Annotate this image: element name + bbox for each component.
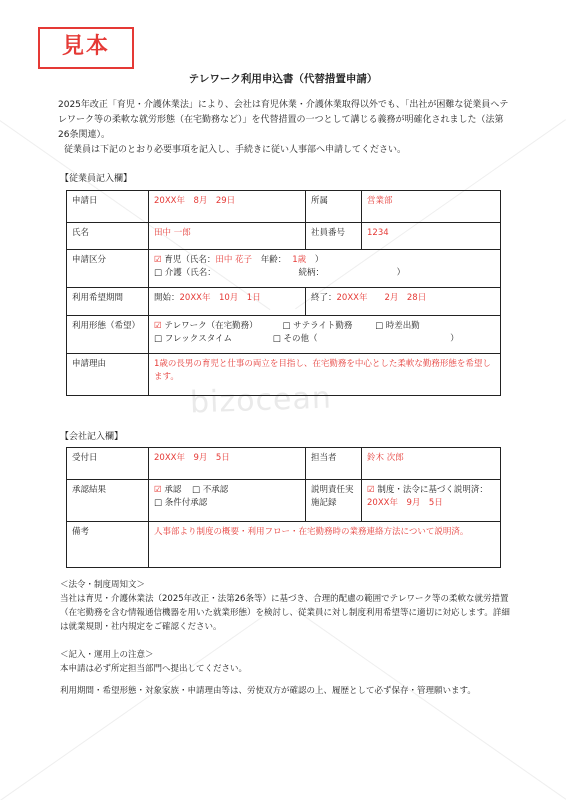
category-childcare-option[interactable] xyxy=(154,254,495,267)
checkbox-checked-icon[interactable]: ☑ xyxy=(154,485,162,495)
style-row-2 xyxy=(154,333,495,346)
company-form-table xyxy=(66,447,501,568)
period-label: 利用希望期間 xyxy=(67,288,149,316)
checkbox-empty-icon[interactable]: □ xyxy=(192,485,201,495)
reason-value[interactable]: 1歳の長男の育児と仕事の両立を目指し、在宅勤務を中心とした柔軟な勤務形態を希望します。 xyxy=(149,354,501,396)
approve-option: 承認 xyxy=(164,485,182,495)
checkbox-checked-icon[interactable]: ☑ xyxy=(154,255,162,265)
reason-label: 申請理由 xyxy=(67,354,149,396)
staff-label: 担当者 xyxy=(306,448,362,480)
name-value[interactable]: 田中 一郎 xyxy=(149,223,306,250)
watermark-line xyxy=(296,610,566,800)
remarks-label: 備考 xyxy=(67,522,149,568)
category-cell xyxy=(149,250,501,288)
care-label: 介護（氏名： xyxy=(164,268,216,278)
style-jisa: 時差出勤 xyxy=(385,321,420,331)
explain-label: 説明責任実施記録 xyxy=(306,480,362,522)
dept-label: 所属 xyxy=(306,191,362,223)
category-care-option[interactable] xyxy=(154,267,495,280)
law-notice-heading: ＜法令・制度周知文＞ xyxy=(60,580,146,590)
checkbox-empty-icon[interactable]: □ xyxy=(272,334,281,344)
childcare-name[interactable]: 田中 花子 xyxy=(215,255,253,265)
style-flex: フレックスタイム xyxy=(164,334,233,344)
period-end-label: 終了： xyxy=(311,293,337,303)
checkbox-empty-icon[interactable]: □ xyxy=(282,321,291,331)
care-relation-label: 続柄： xyxy=(298,268,324,278)
sample-stamp: 見本 xyxy=(38,27,134,69)
childcare-label: 育児（氏名： xyxy=(164,255,216,265)
period-start-label: 開始： xyxy=(154,293,180,303)
disapprove-option: 不承認 xyxy=(202,485,229,495)
page-title: テレワーク利用申込書（代替措置申請） xyxy=(188,73,378,85)
style-row-1 xyxy=(154,320,495,333)
checkbox-checked-icon[interactable]: ☑ xyxy=(367,485,375,495)
style-telework: テレワーク（在宅勤務） xyxy=(164,321,258,331)
style-other: その他（ xyxy=(283,334,318,344)
conditional-option: 条件付承認 xyxy=(164,498,208,508)
approval-label: 承認結果 xyxy=(67,480,149,522)
name-label: 氏名 xyxy=(67,223,149,250)
explain-cell xyxy=(362,480,501,522)
care-close: ） xyxy=(396,268,406,278)
dept-value[interactable]: 営業部 xyxy=(362,191,501,223)
emp-no-label: 社員番号 xyxy=(306,223,362,250)
style-other-close: ） xyxy=(450,334,459,344)
checkbox-empty-icon[interactable]: □ xyxy=(375,321,384,331)
childcare-age[interactable]: 1歳 xyxy=(292,255,307,265)
style-cell xyxy=(149,316,501,354)
intro-paragraph: 従業員は下記のとおり必要事項を記入し、手続きに従い人事部へ申請してください。 xyxy=(64,145,407,155)
usage-notes-heading: ＜記入・運用上の注意＞ xyxy=(60,650,154,660)
style-satellite: サテライト勤務 xyxy=(293,321,353,331)
receipt-date[interactable]: 20XX年 9月 5日 xyxy=(149,448,306,480)
checkbox-empty-icon[interactable]: □ xyxy=(154,334,163,344)
checkbox-empty-icon[interactable]: □ xyxy=(154,268,163,278)
period-end-value[interactable]: 20XX年 2月 28日 xyxy=(336,293,427,303)
approval-cell xyxy=(149,480,306,522)
staff-value[interactable]: 鈴木 次郎 xyxy=(362,448,501,480)
period-start-value[interactable]: 20XX年 10月 1日 xyxy=(179,293,261,303)
apply-date-value[interactable]: 20XX年 8月 29日 xyxy=(149,191,306,223)
childcare-close: ） xyxy=(314,255,324,265)
employee-section-label: 【従業員記入欄】 xyxy=(60,174,133,184)
checkbox-empty-icon[interactable]: □ xyxy=(154,498,163,508)
intro-paragraph: 2025年改正「育児・介護休業法」により、会社は育児休業・介護休業取得以外でも、「出社が困難な従業員へテレワーク等の柔軟な就労形態（在宅勤務など）」を代替措置の一つとして講じる義務が明確化されました（法第26条関連）。 xyxy=(58,100,509,140)
company-section-label: 【会社記入欄】 xyxy=(60,432,124,442)
period-start-cell xyxy=(149,288,306,316)
remarks-value[interactable]: 人事部より制度の概要・利用フロー・在宅勤務時の業務連絡方法について説明済。 xyxy=(149,522,501,568)
watermark: bizocean xyxy=(189,380,333,421)
checkbox-checked-icon[interactable]: ☑ xyxy=(154,321,162,331)
style-label: 利用形態（希望） xyxy=(67,316,149,354)
childcare-age-label: 年齢： xyxy=(260,255,287,265)
explain-text: 制度・法令に基づく説明済： xyxy=(377,485,488,495)
usage-notes-line: 本申請は必ず所定担当部門へ提出してください。 xyxy=(60,664,248,674)
apply-date-label: 申請日 xyxy=(67,191,149,223)
law-notice xyxy=(60,578,510,634)
category-label: 申請区分 xyxy=(67,250,149,288)
emp-no-value[interactable]: 1234 xyxy=(362,223,501,250)
intro-text xyxy=(58,98,510,158)
explain-date[interactable]: 20XX年 9月 5日 xyxy=(367,498,443,508)
employee-form-table xyxy=(66,190,501,396)
usage-notes xyxy=(60,648,510,698)
receipt-label: 受付日 xyxy=(67,448,149,480)
usage-notes-line: 利用期間・希望形態・対象家族・申請理由等は、労使双方が確認の上、履歴として必ず保存・管理願います。 xyxy=(60,686,476,696)
law-notice-body: 当社は育児・介護休業法（2025年改正・法第26条等）に基づき、合理的配慮の範囲でテレワーク等の柔軟な就労措置（在宅勤務を含む情報通信機器を用いた就業形態）を検討し、従業員に対し制度利用希望等に適切に対応します。詳細は就業規則・社内規定をご確認ください。 xyxy=(60,594,510,632)
period-end-cell xyxy=(306,288,501,316)
watermark-line xyxy=(0,611,271,800)
